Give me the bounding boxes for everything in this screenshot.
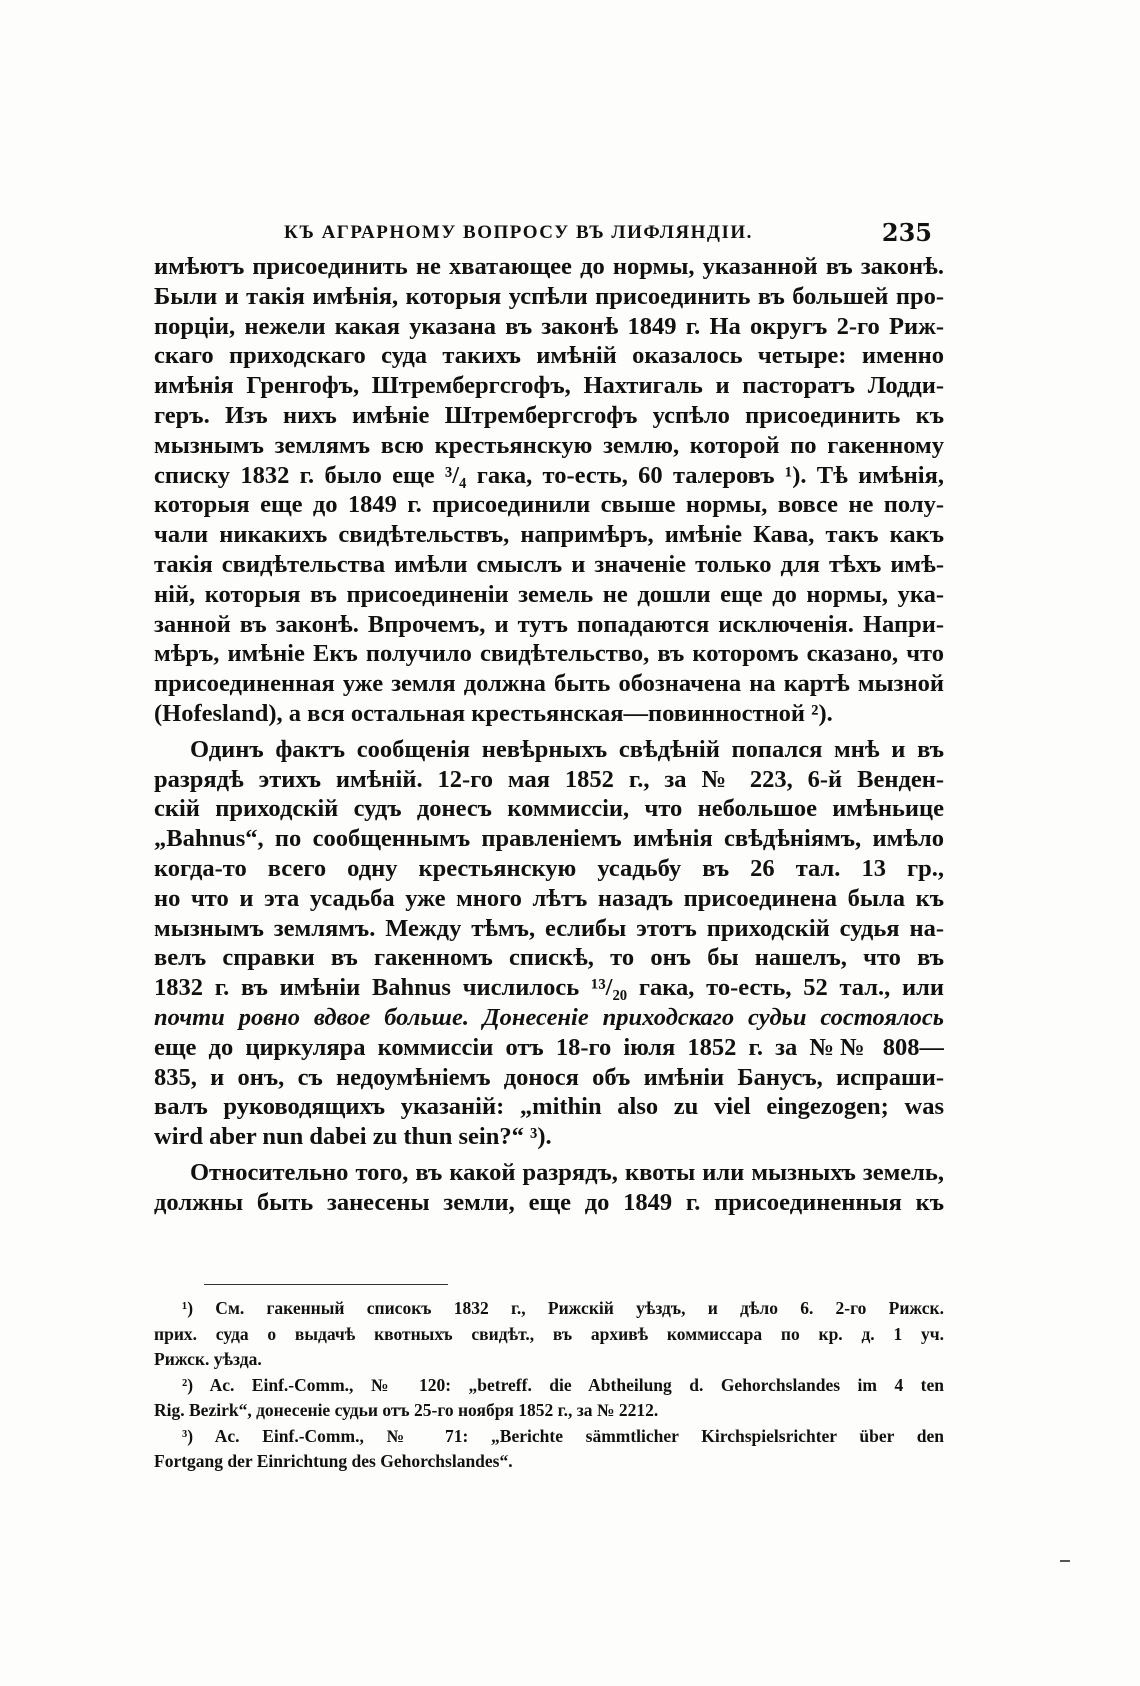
scan-mark <box>1060 1560 1070 1562</box>
text-line: но что и эта усадьба уже много лѣтъ назадъ присоединена была къ <box>154 884 944 912</box>
text-line: геръ. Изъ нихъ имѣніе Штрембергсгофъ успѣло присоединить къ <box>154 401 944 429</box>
text-line: имѣютъ присоединить не хватающее до нормы, указанной въ законѣ. <box>154 253 944 280</box>
running-head: КЪ АГРАРНОМУ ВОПРОСУ ВЪ ЛИФЛЯНДIИ. <box>284 222 753 243</box>
text-line: разрядѣ этихъ имѣній. 12-го мая 1852 г., за № 223, 6-й Венден- <box>154 765 944 793</box>
text-line: должны быть занесены земли, еще до 1849 г. присоединенныя къ <box>154 1188 944 1216</box>
text-line: 835, и онъ, съ недоумѣніемъ донося объ имѣніи Банусъ, испраши- <box>154 1063 944 1091</box>
footnotes <box>154 1296 944 1475</box>
text-line: Одинъ фактъ сообщенія невѣрныхъ свѣдѣній попался мнѣ и въ <box>190 735 944 763</box>
text-line: которыя еще до 1849 г. присоединили свыше нормы, вовсе не полу- <box>154 491 944 519</box>
text-line: имѣнія Гренгофъ, Штрембергсгофъ, Нахтигаль и пасторатъ Лодди- <box>154 372 944 400</box>
text-line: мѣръ, имѣніе Екъ получило свидѣтельство, въ которомъ сказано, что <box>154 640 944 668</box>
footnote-line: прих. суда о выдачѣ квотныхъ свидѣт., въ архивѣ коммиссара по кр. д. 1 уч. <box>154 1323 944 1344</box>
footnote-line: ²) Ac. Einf.-Comm., № 120: „betreff. die Abtheilung d. Gehorchslandes im 4 ten <box>182 1374 944 1395</box>
text-line: скій приходскій судъ донесъ коммиссіи, что небольшое имѣньице <box>154 795 944 823</box>
text-line: списку 1832 г. было еще ³/₄ гака, то-есть, 60 талеровъ ¹). Тѣ имѣнія, <box>154 461 944 489</box>
text-line: Были и такія имѣнія, которыя успѣли присоединить въ большей про- <box>154 282 944 310</box>
text-line: когда-то всего одну крестьянскую усадьбу въ 26 тал. 13 гр., <box>154 854 944 882</box>
text-line: валъ руководящихъ указаній: „mithin also zu viel eingezogen; was <box>154 1093 944 1121</box>
text-line: присоединенная уже земля должна быть обозначена на картѣ мызной <box>154 670 944 698</box>
text-line: ній, которыя въ присоединеніи земель не дошли еще до нормы, ука- <box>154 580 944 608</box>
footnote-line: Fortgang der Einrichtung des Gehorchslandes“. <box>154 1451 513 1471</box>
text-line: мызнымъ землямъ. Между тѣмъ, еслибы этотъ приходскій судья на- <box>154 914 944 942</box>
text-line: wird aber nun dabei zu thun sein?“ ³). <box>154 1123 552 1151</box>
footnote-line: Рижск. уѣзда. <box>154 1349 262 1369</box>
footnote-line: ¹) См. гакенный списокъ 1832 г., Рижскій уѣздъ, и дѣло 6. 2-го Рижск. <box>182 1298 944 1318</box>
footnote-divider <box>204 1284 448 1285</box>
text-line: „Bahnus“, по сообщеннымъ правленіемъ имѣнія свѣдѣніямъ, имѣло <box>154 825 944 853</box>
text-line: велъ справки въ гакенномъ спискѣ, то онъ бы нашелъ, что въ <box>154 944 944 972</box>
body-text <box>154 252 944 1218</box>
text-line: 1832 г. въ имѣніи Bahnus числилось ¹³/₂₀ гака, то-есть, 52 тал., или <box>154 974 944 1002</box>
text-line: скаго приходскаго суда такихъ имѣній оказалось четыре: именно <box>154 342 944 370</box>
text-line: чали никакихъ свидѣтельствъ, напримѣръ, имѣніе Кава, такъ какъ <box>154 521 944 549</box>
footnote-line: ³) Ac. Einf.-Comm., № 71: „Berichte sämmtlicher Kirchspielsrichter über den <box>182 1425 944 1446</box>
text-line: Относительно того, въ какой разрядъ, квоты или мызныхъ земель, <box>190 1158 944 1186</box>
text-line: мызнымъ землямъ всю крестьянскую землю, которой по гакенному <box>154 431 944 459</box>
text-line: такія свидѣтельства имѣли смыслъ и значеніе только для тѣхъ имѣ- <box>154 550 944 578</box>
text-line: еще до циркуляра коммиссіи отъ 18-го іюля 1852 г. за №№ 808— <box>154 1033 944 1061</box>
page-number: 235 <box>881 218 932 247</box>
text-line: порціи, нежели какая указана въ законѣ 1849 г. На округъ 2-го Риж- <box>154 312 944 340</box>
text-line: почти ровно вдвое больше. Донесеніе приходскаго судьи состоялось <box>154 1003 944 1031</box>
footnote-line: Rig. Bezirk“, донесеніе судьи отъ 25-го ноября 1852 г., за № 2212. <box>154 1400 659 1420</box>
text-line: (Hofesland), а вся остальная крестьянская—повинностной ²). <box>154 699 833 727</box>
text-line: занной въ законѣ. Впрочемъ, и тутъ попадаются исключенія. Напри- <box>154 610 944 638</box>
